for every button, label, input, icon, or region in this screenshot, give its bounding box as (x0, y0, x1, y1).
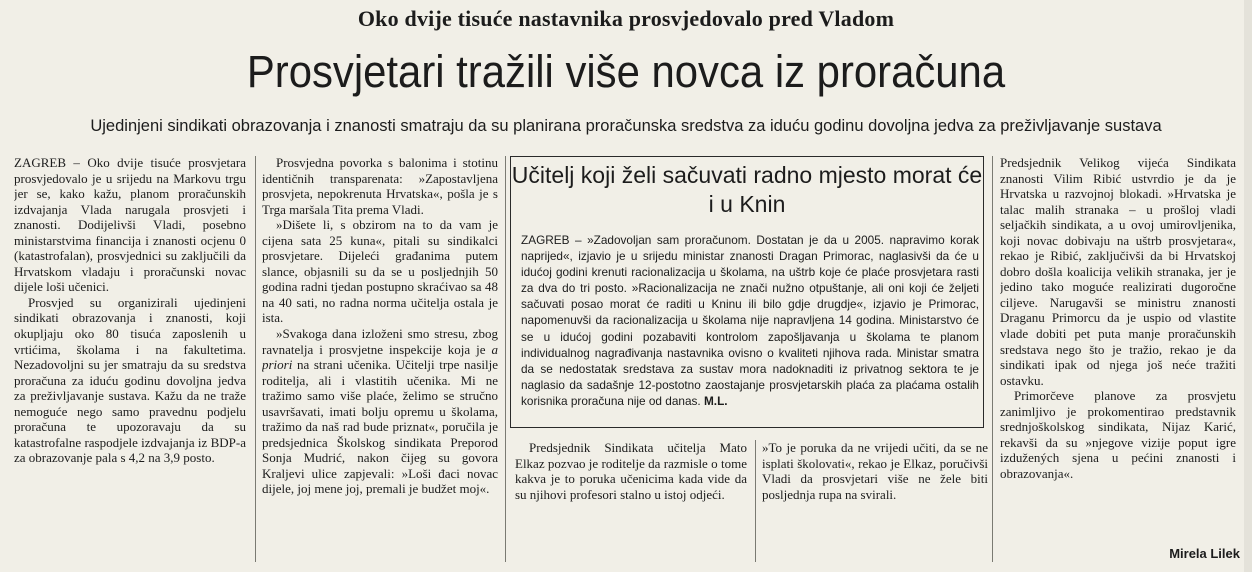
sidebar-signature: M.L. (703, 393, 728, 408)
column-divider (505, 156, 506, 562)
sidebar-title: Učitelj koji želi sačuvati radno mjesto morat će i u Knin (511, 162, 983, 217)
column-4 (762, 440, 988, 562)
sidebar-box (510, 156, 984, 428)
sidebar-text (521, 232, 979, 409)
deck: Ujedinjeni sindikati obrazovanja i znanosti smatraju da su planirana proračunska sredstva za iduću godinu dovoljna jedva za preživljavanje sustava (90, 117, 1162, 135)
col3-paragraph-1: Predsjednik Sindikata učitelja Mato Elkaz pozvao je roditelje da razmisle o tome kakva je to poruka učenicima kada vide da su njihovi profesori stalno u istoj odjeći. (515, 440, 747, 502)
column-1 (14, 155, 246, 559)
column-divider (755, 440, 756, 562)
col2-paragraph-2: »Dišete li, s obzirom na to da vam je cijena sata 25 kuna«, pitali su sindikalci prosvjetare. Dijeleći građanima putem slance, objasnili su da se u posljednjih 50 godina radni tjedan postupno skraćivao sa 48 na 40 sati, no radna norma učitelja ostala je ista. (262, 217, 498, 326)
col2-text: »Svakoga dana izloženi smo stresu, zbog ravnatelja i prosvjetne inspekcije koja je (262, 326, 498, 357)
column-divider (255, 156, 256, 562)
column-2 (262, 155, 498, 560)
col1-paragraph-2: Prosvjed su organizirali ujedinjeni sindikati obrazovanja i znanosti, koji okupljaju oko 80 tisuća zaposlenih u vrtićima, školama i na fakultetima. Nezadovoljni su jer smatraju da su sredstva proračuna za iduću godinu dovoljna jedva za preživljavanje sustava. Kažu da ne traže nemoguće nego samo pravednu podjelu proračuna te upozoravaju da su katastrofalne raspodjele izdvajanja iz BDP-a za obrazovanje pala s 4,2 na 3,9 posto. (14, 294, 246, 466)
sidebar-paragraph: ZAGREB – »Zadovoljan sam proračunom. Dostatan je da u 2005. napravimo korak naprijed«, izjavio je u srijedu ministar znanosti Dragan Primorac, naglasivši da će u idućoj godini krenuti racionalizacija u školama, na uštrb koje će plaće prosvjetara rasti za dva do tri posto. »Racionalizacija ne znači nužno otpuštanje, ali oni koji će željeti sačuvati posao morat će raditi u Kninu ili bilo gdje drugdje«, izjavio je Primorac, napomenuvši da racionalizacija u školama nije napravljena 14 godina. Ministarstvo će se u idućoj godini pozabaviti kontrolom zapošljavanja u školama te planom individualnog nagrađivanja nastavnika ovisno o kvaliteti njihova rada. Ministar smatra da se nedostatak sredstava za sustav mora nadoknaditi iz privatnog sektora te je naglasio da sadašnje 12-postotno zaostajanje prosvjetarskih plaća za plaćama ostalih korisnika proračuna nije od danas. (521, 233, 979, 408)
italic-phrase: a priori (262, 341, 498, 373)
column-divider (992, 156, 993, 562)
col4-paragraph-2: Predsjednik Velikog vijeća Sindikata znanosti Vilim Ribić ustvrdio je da je Hrvatska u razvojnoj blokadi. »Hrvatska je talac malih stranaka – u prošloj vladi seljačkih sindikata, a u ovoj umirovljenika, koji novac dobivaju na uštrb prosvjetara«, rekao je Ribić, zaključivši da bi Hrvatskoj dobro došla koalicija velikih stranaka, jer je jedino tako moguće realizirati dugoročne ciljeve. Narugavši se ministru znanosti Draganu Primorcu da je uspio od vlastite vlade dobiti pet puta manje proračunskih sredstava nego što je tražio, rekao je da sindikati ipak od njega još neće tražiti ostavku. (1000, 155, 1236, 388)
column-3 (515, 440, 747, 562)
col2-text: na strani učenika. Učitelji trpe nasilje roditelja, ali i vlastitih učenika. Mi ne tražimo samo više plaće, želimo se stručno usavršavati, imati bolju opremu u školama, tražimo da naš rad bude priznat«, poručila je predsjednica Školskog sindikata Preporod Sonja Mudrić, nakon čijeg su govora Kraljevi ulice zapjevali: »Loši đaci novac dijele, joj mene joj, premali je budžet moj«. (262, 357, 498, 497)
page-edge (1244, 0, 1252, 572)
sidebar-body (521, 232, 979, 409)
col1-paragraph-1: ZAGREB – Oko dvije tisuće prosvjetara prosvjedovalo je u srijedu na Markovu trgu jer se, kako kažu, planom proračunskih izdvajanja Vlada narugala prosvjeti i znanosti. Dodijelivši Vladi, posebno ministarstvima financija i znanosti ocjenu 0 (katastrofalan), prosvjednici su zaključili da Hrvatskom vladaju i proračunski novac dijele loši učenici. (14, 155, 246, 295)
col4-paragraph-3: Primorčeve planove za prosvjetu zanimljivo je prokomentirao predstavnik srednjoškolskog sindikata, Nijaz Karić, rekavši da su »njegove vizije poput igre izdužených sjena u pećini znanosti i obrazovanja«. (1000, 388, 1236, 481)
col2-paragraph-3 (262, 326, 498, 497)
kicker: Oko dvije tisuće nastavnika prosvjedovalo pred Vladom (357, 6, 895, 31)
col4-paragraph-1: »To je poruka da ne vrijedi učiti, da se ne isplati školovati«, rekao je Elkaz, poručivši Vladi da prosvjetari više ne žele biti posljednja rupa na svirali. (762, 440, 988, 502)
headline: Prosvjetari tražili više novca iz proračuna (246, 46, 1006, 97)
column-5 (1000, 155, 1236, 543)
byline: Mirela Lilek (1169, 546, 1240, 561)
col2-paragraph-1: Prosvjedna povorka s balonima i stotinu identičnih transparenata: »Zapostavljena prosvjeta, nepokrenuta Hrvatska«, pošla je s Trga maršala Tita prema Vladi. (262, 155, 498, 217)
